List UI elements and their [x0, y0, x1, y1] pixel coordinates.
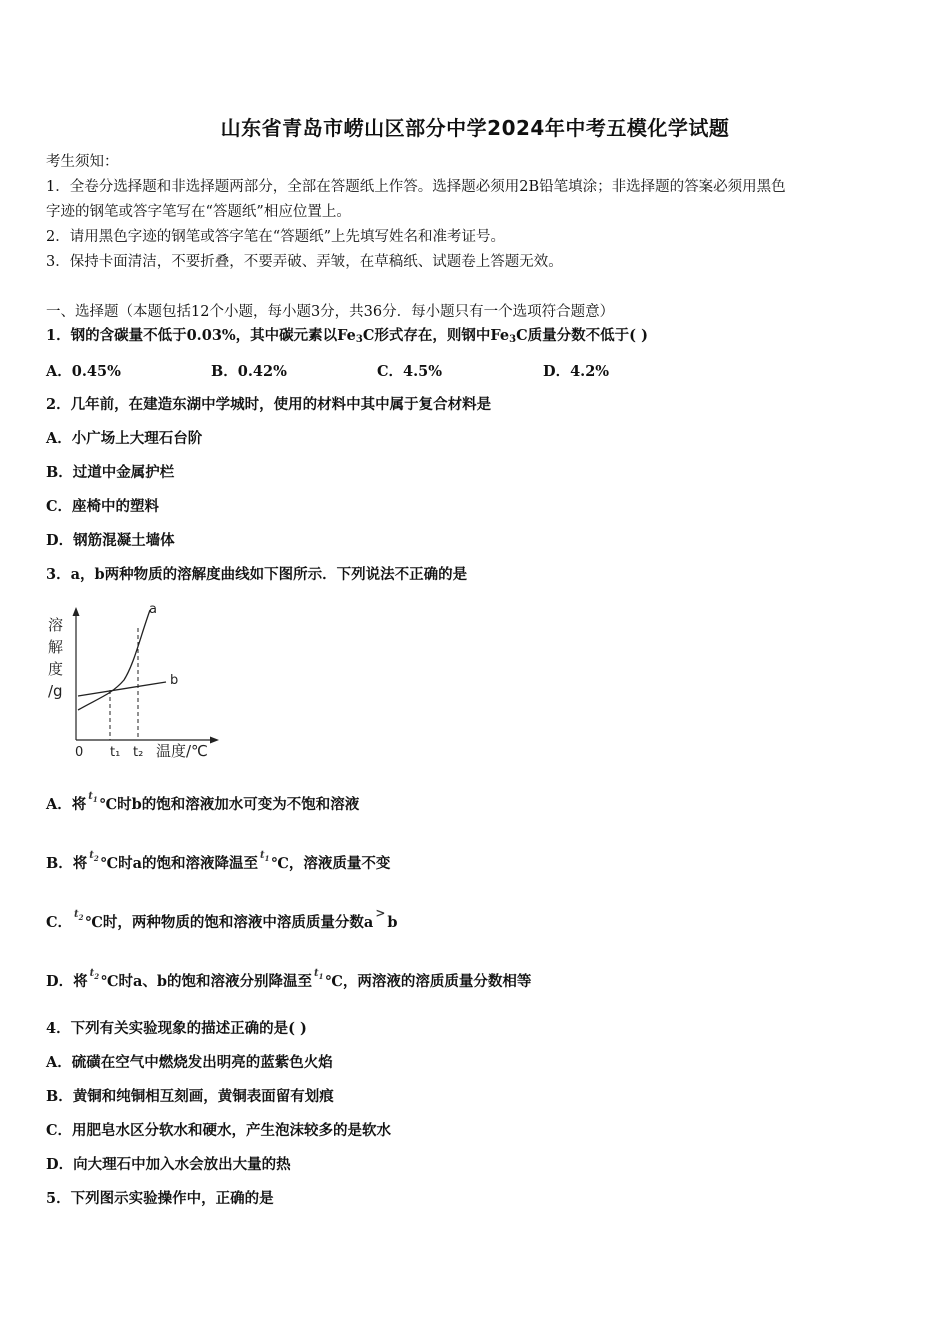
q2-stem: 2．几年前，在建造东湖中学城时，使用的材料中其中属于复合材料是 — [46, 396, 492, 413]
q3-d-temp-2-sub: 1 — [318, 972, 324, 981]
q3-b-pre: B．将 — [46, 855, 88, 872]
q4-option-d[interactable]: D．向大理石中加入水会放出大量的热 — [46, 1156, 291, 1173]
t2-label: t₂ — [133, 745, 144, 760]
q2-option-b[interactable]: B．过道中金属护栏 — [46, 464, 175, 481]
q3-c-temp-sub: 2 — [78, 913, 84, 922]
q3-option-c[interactable] — [46, 906, 398, 938]
page-title: 山东省青岛市崂山区部分中学2024年中考五模化学试题 — [220, 116, 730, 140]
q3-d-post: ℃，两溶液的溶质质量分数相等 — [325, 973, 532, 990]
q1-option-a[interactable]: A．0.45% — [46, 363, 121, 380]
q1-subscript-2: 3 — [509, 334, 517, 345]
q3-a-post: ℃时b的饱和溶液加水可变为不饱和溶液 — [99, 796, 360, 813]
q3-a-temp — [88, 791, 98, 802]
q3-b-temp-2-t: t — [260, 850, 265, 861]
q3-d-temp-1 — [90, 968, 100, 979]
q2-option-a[interactable]: A．小广场上大理石台阶 — [46, 430, 203, 447]
y-axis-arrow — [73, 607, 80, 616]
q2-option-c[interactable]: C．座椅中的塑料 — [46, 498, 160, 515]
q3-c-mid: ℃时，两种物质的饱和溶液中溶质质量分数a — [85, 914, 374, 931]
graph-ylabel-1: 溶 — [48, 616, 64, 634]
q4-option-a[interactable]: A．硫磺在空气中燃烧发出明亮的蓝紫色火焰 — [46, 1054, 333, 1071]
q3-d-temp-2-t: t — [314, 968, 319, 979]
q3-c-gt: > — [375, 906, 386, 920]
q1-option-c[interactable]: C．4.5% — [377, 363, 443, 380]
q3-b-mid: ℃时a的饱和溶液降温至 — [100, 855, 259, 872]
q1-stem-part-b: C形式存在，则钢中Fe — [362, 327, 510, 344]
x-axis-arrow — [210, 737, 219, 744]
q1-options — [46, 360, 746, 380]
q3-c-post: b — [387, 914, 398, 931]
q1-stem-part-c: C质量分数不低于( ) — [516, 327, 648, 344]
curve-b — [78, 682, 166, 696]
notice-line-2: 字迹的钢笔或答字笔写在“答题纸”相应位置上。 — [46, 204, 351, 220]
notice-line-1: 1．全卷分选择题和非选择题两部分，全部在答题纸上作答。选择题必须用2B铅笔填涂；非选择题的答案必须用黑色 — [46, 179, 786, 195]
graph-ylabel-3: 度 — [48, 660, 64, 678]
q3-b-temp-1 — [89, 850, 99, 861]
notice-heading: 考生须知： — [46, 154, 119, 170]
q3-d-mid: ℃时a、b的饱和溶液分别降温至 — [101, 973, 312, 990]
q1-option-d[interactable]: D．4.2% — [543, 363, 610, 380]
q3-option-a[interactable] — [46, 791, 360, 820]
q4-option-c[interactable]: C．用肥皂水区分软水和硬水，产生泡沫较多的是软水 — [46, 1122, 392, 1139]
solubility-graph — [44, 598, 224, 766]
t1-label: t₁ — [110, 745, 121, 760]
q3-b-temp-1-sub: 2 — [93, 854, 99, 863]
q3-c-pre: C． — [46, 914, 73, 931]
q4-option-b[interactable]: B．黄铜和纯铜相互刻画，黄铜表面留有划痕 — [46, 1088, 334, 1105]
q4-stem: 4．下列有关实验现象的描述正确的是( ) — [46, 1020, 307, 1037]
q3-d-pre: D．将 — [46, 973, 88, 990]
q1-stem — [46, 326, 648, 350]
q3-a-pre: A．将 — [46, 796, 87, 813]
curve-a — [78, 610, 150, 710]
q1-option-b[interactable]: B．0.42% — [211, 363, 287, 380]
q2-option-d[interactable]: D．钢筋混凝土墙体 — [46, 532, 175, 549]
q3-option-b[interactable] — [46, 850, 391, 879]
q1-stem-part-a: 1．钢的含碳量不低于0.03%，其中碳元素以Fe — [46, 327, 356, 344]
q3-c-temp-t: t — [74, 909, 79, 920]
q3-stem: 3．a，b两种物质的溶解度曲线如下图所示．下列说法不正确的是 — [46, 566, 468, 583]
notice-line-4: 3．保持卡面清洁，不要折叠，不要弄破、弄皱，在草稿纸、试题卷上答题无效。 — [46, 254, 563, 270]
notice-line-3: 2．请用黑色字迹的钢笔或答字笔在“答题纸”上先填写姓名和准考证号。 — [46, 229, 506, 245]
q1-subscript-1: 3 — [355, 334, 363, 345]
curve-a-label: a — [149, 602, 157, 617]
q3-d-temp-1-t: t — [89, 968, 95, 979]
q3-b-temp-2-sub: 1 — [264, 854, 270, 863]
q3-d-temp-1-sub: 2 — [94, 972, 100, 981]
x-axis-label: 温度/℃ — [156, 742, 208, 760]
q3-d-temp-2 — [314, 968, 324, 979]
q3-b-temp-1-t: t — [89, 850, 94, 861]
q3-b-temp-2 — [260, 850, 270, 861]
q5-stem: 5．下列图示实验操作中，正确的是 — [46, 1190, 274, 1207]
q3-a-temp-t: t — [88, 791, 93, 802]
q3-c-temp — [74, 909, 84, 920]
curve-b-label: b — [170, 673, 179, 688]
q3-a-temp-sub: 1 — [92, 795, 98, 804]
q3-option-d[interactable] — [46, 968, 532, 997]
q3-b-post: ℃，溶液质量不变 — [271, 855, 391, 872]
origin-label: 0 — [75, 745, 84, 760]
graph-ylabel-2: 解 — [48, 638, 64, 656]
section-heading: 一、选择题（本题包括12个小题，每小题3分，共36分．每小题只有一个选项符合题意） — [46, 304, 615, 320]
graph-ylabel-4: /g — [48, 682, 63, 700]
